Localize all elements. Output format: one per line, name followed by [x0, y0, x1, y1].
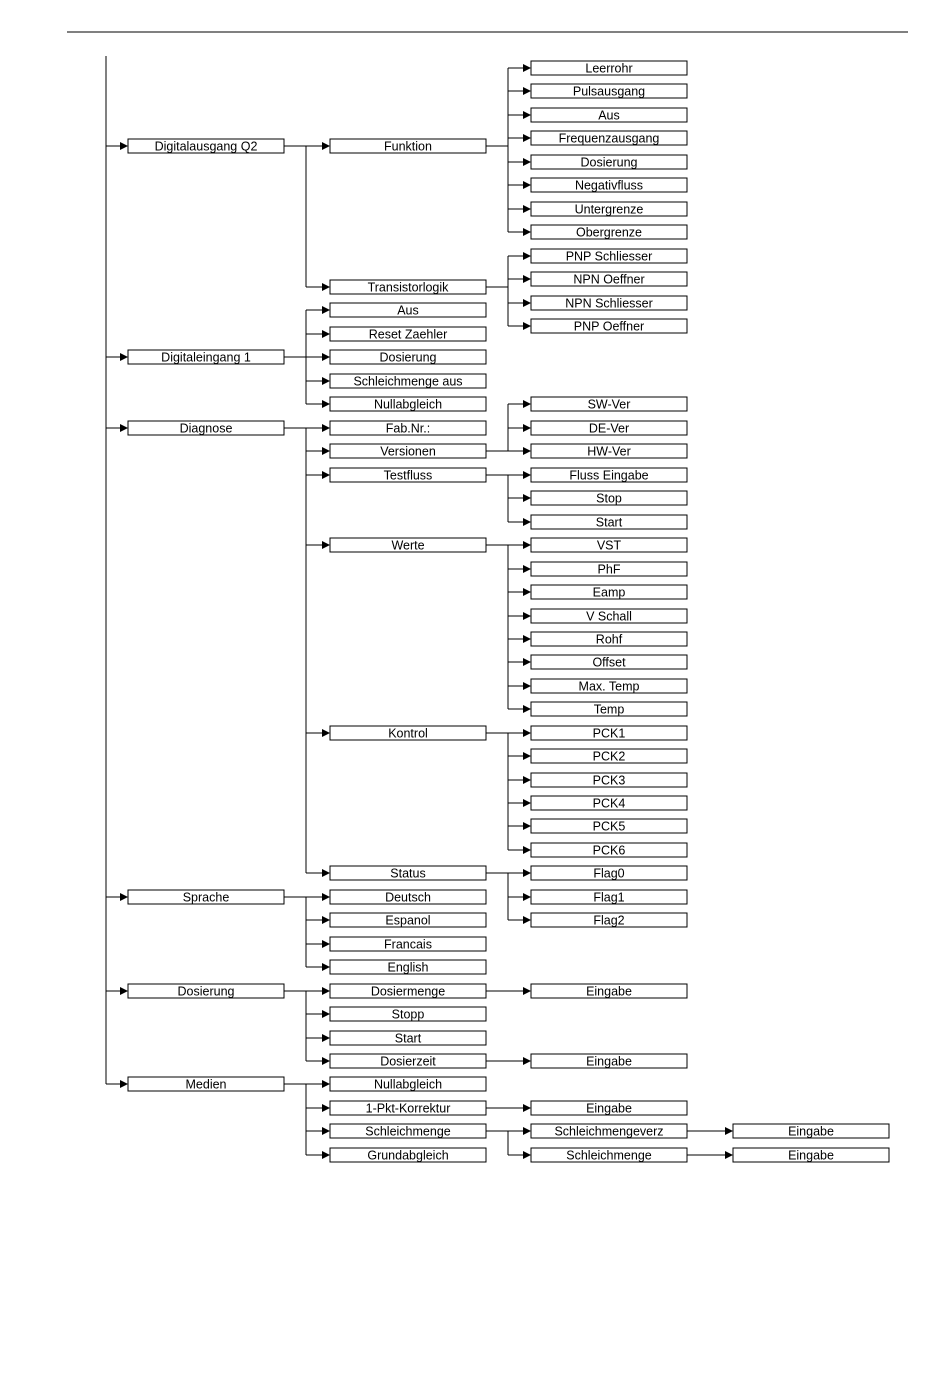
menu-node-label: Nullabgleich: [373, 1077, 443, 1092]
menu-node-label: Medien: [185, 1077, 227, 1092]
menu-node-med: [128, 1077, 284, 1092]
arrow-q2-f-untergrenze: [523, 205, 531, 213]
arrow-diag-w-eamp: [523, 588, 531, 596]
menu-node-q2-transistorlogik: [330, 280, 486, 295]
arrow-de1: [120, 353, 128, 361]
arrow-diag-testfluss: [322, 471, 330, 479]
menu-node-label: HW-Ver: [587, 444, 631, 459]
menu-node-label: Testfluss: [383, 468, 433, 483]
menu-node-label: Dosiermenge: [370, 984, 446, 999]
menu-node-label: Obergrenze: [575, 225, 643, 240]
menu-node-diag-k-pck6: [531, 843, 687, 858]
menu-node-label: Stop: [596, 491, 622, 506]
menu-node-med-s-schleichmengeverz: [531, 1124, 687, 1139]
menu-node-label: PCK2: [592, 749, 626, 764]
menu-node-de1: [128, 350, 284, 365]
menu-node-diag-w-temp: [531, 702, 687, 717]
menu-node-dos-start: [330, 1031, 486, 1046]
arrow-q2-f-pulsausgang: [523, 87, 531, 95]
menu-node-label: Flag0: [593, 866, 625, 881]
menu-node-q2-t-npn-schliesser: [531, 296, 687, 311]
menu-node-q2-f-dosierung: [531, 155, 687, 170]
arrow-sprache-francais: [322, 940, 330, 948]
menu-node-diag-werte: [330, 538, 486, 553]
menu-node-dos-dosierzeit: [330, 1054, 486, 1069]
menu-node-diag-w-rohf: [531, 632, 687, 647]
arrow-diag-kontrol: [322, 729, 330, 737]
menu-node-label: Dosierung: [177, 984, 235, 999]
menu-node-label: Diagnose: [179, 421, 233, 436]
menu-node-label: Schleichmenge: [566, 1148, 652, 1163]
arrow-diag-v-sw: [523, 400, 531, 408]
arrow-dos-dosierzeit: [322, 1057, 330, 1065]
arrow-q2-f-obergrenze: [523, 228, 531, 236]
menu-node-label: Espanol: [385, 913, 431, 928]
arrow-diag-k-pck5: [523, 822, 531, 830]
menu-node-label: Rohf: [595, 632, 623, 647]
menu-node-diag-k-pck1: [531, 726, 687, 741]
menu-node-label: Start: [394, 1031, 422, 1046]
menu-node-label: Status: [390, 866, 426, 881]
menu-node-label: DE-Ver: [588, 421, 630, 436]
menu-node-label: Aus: [397, 303, 419, 318]
arrow-q2: [120, 142, 128, 150]
menu-node-label: Start: [595, 515, 623, 530]
menu-node-med-s-schleichmenge: [531, 1148, 687, 1163]
menu-node-med-s-sm-eingabe: [733, 1148, 889, 1163]
menu-node-label: Flag1: [593, 890, 625, 905]
arrow-diag-t-start: [523, 518, 531, 526]
menu-node-diag-t-fluss-eingabe: [531, 468, 687, 483]
arrow-dos-dm-eingabe: [523, 987, 531, 995]
menu-node-sprache: [128, 890, 284, 905]
menu-node-label: Transistorlogik: [367, 280, 449, 295]
arrow-sprache-deutsch: [322, 893, 330, 901]
arrow-de1-nullabgleich: [322, 400, 330, 408]
menu-node-diag-t-start: [531, 515, 687, 530]
menu-node-dos-dosiermenge: [330, 984, 486, 999]
menu-node-med-schleichmenge: [330, 1124, 486, 1139]
menu-node-dos-dm-eingabe: [531, 984, 687, 999]
arrow-med-1pkt: [322, 1104, 330, 1112]
arrow-diag-k-pck1: [523, 729, 531, 737]
menu-node-label: Eingabe: [788, 1124, 834, 1139]
menu-node-de1-dosierung: [330, 350, 486, 365]
menu-node-label: Stopp: [391, 1007, 425, 1022]
arrow-diag-s-flag0: [523, 869, 531, 877]
menu-node-label: Frequenzausgang: [558, 131, 660, 146]
arrow-dos: [120, 987, 128, 995]
menu-node-de1-reset-zaehler: [330, 327, 486, 342]
menu-node-dos-dz-eingabe: [531, 1054, 687, 1069]
menu-node-label: Aus: [598, 108, 620, 123]
arrow-diag-w-maxtemp: [523, 682, 531, 690]
arrow-diag-w-vst: [523, 541, 531, 549]
menu-node-sprache-deutsch: [330, 890, 486, 905]
arrow-diag-k-pck2: [523, 752, 531, 760]
menu-node-q2-funktion: [330, 139, 486, 154]
menu-node-diag-k-pck4: [531, 796, 687, 811]
menu-node-diag-w-maxtemp: [531, 679, 687, 694]
menu-node-label: Eingabe: [586, 984, 632, 999]
arrow-q2-t-npn-oeffner: [523, 275, 531, 283]
arrow-dos-dz-eingabe: [523, 1057, 531, 1065]
menu-node-label: Digitaleingang 1: [161, 350, 251, 365]
arrow-diag-w-rohf: [523, 635, 531, 643]
arrow-q2-f-dosierung: [523, 158, 531, 166]
menu-node-label: Offset: [592, 655, 626, 670]
menu-node-label: NPN Schliesser: [565, 296, 653, 311]
arrow-med-s-schleichmengeverz: [523, 1127, 531, 1135]
menu-node-label: Digitalausgang Q2: [154, 139, 258, 154]
menu-node-label: Funktion: [384, 139, 432, 154]
arrow-sprache-english: [322, 963, 330, 971]
menu-node-label: Nullabgleich: [373, 397, 443, 412]
arrow-med-grundabgleich: [322, 1151, 330, 1159]
menu-node-sprache-english: [330, 960, 486, 975]
menu-node-diag-kontrol: [330, 726, 486, 741]
menu-node-label: Leerrohr: [585, 61, 633, 76]
menu-node-label: Untergrenze: [574, 202, 644, 217]
menu-node-label: PhF: [597, 562, 621, 577]
arrow-q2-t-npn-schliesser: [523, 299, 531, 307]
menu-node-label: Schleichmenge: [365, 1124, 451, 1139]
menu-node-label: PCK1: [592, 726, 626, 741]
menu-node-label: Eamp: [592, 585, 626, 600]
menu-node-diag-w-phf: [531, 562, 687, 577]
menu-node-label: Reset Zaehler: [368, 327, 448, 342]
arrow-diag-t-fluss-eingabe: [523, 471, 531, 479]
menu-node-label: Max. Temp: [578, 679, 640, 694]
menu-node-diag-k-pck5: [531, 819, 687, 834]
arrow-dos-dosiermenge: [322, 987, 330, 995]
arrow-diag-status: [322, 869, 330, 877]
menu-node-label: VST: [596, 538, 622, 553]
menu-node-label: Eingabe: [788, 1148, 834, 1163]
menu-node-diag-w-vschall: [531, 609, 687, 624]
menu-node-q2: [128, 139, 284, 154]
menu-node-diag-w-offset: [531, 655, 687, 670]
arrow-dos-start: [322, 1034, 330, 1042]
arrow-med-s-sm-eingabe: [725, 1151, 733, 1159]
menu-node-label: Sprache: [182, 890, 230, 905]
menu-node-label: PNP Oeffner: [573, 319, 645, 334]
menu-node-diag-t-stop: [531, 491, 687, 506]
menu-node-label: NPN Oeffner: [573, 272, 645, 287]
menu-node-label: SW-Ver: [587, 397, 631, 412]
menu-node-sprache-francais: [330, 937, 486, 952]
arrow-diag-fabnr: [322, 424, 330, 432]
menu-node-label: Eingabe: [586, 1054, 632, 1069]
menu-node-q2-f-untergrenze: [531, 202, 687, 217]
arrow-diag-v-de: [523, 424, 531, 432]
menu-node-label: English: [387, 960, 429, 975]
menu-node-label: Eingabe: [586, 1101, 632, 1116]
arrow-sprache-espanol: [322, 916, 330, 924]
menu-node-sprache-espanol: [330, 913, 486, 928]
menu-node-diag-w-vst: [531, 538, 687, 553]
arrow-med-1pkt-eingabe: [523, 1104, 531, 1112]
arrow-med-s-schleichmenge: [523, 1151, 531, 1159]
menu-node-q2-t-pnp-schliesser: [531, 249, 687, 264]
arrow-de1-dosierung: [322, 353, 330, 361]
arrow-diag-k-pck3: [523, 776, 531, 784]
menu-node-diag-k-pck2: [531, 749, 687, 764]
menu-node-diag-status: [330, 866, 486, 881]
arrow-q2-transistorlogik: [322, 283, 330, 291]
menu-node-label: PCK6: [592, 843, 626, 858]
menu-node-label: Kontrol: [388, 726, 428, 741]
menu-node-diag-v-hw: [531, 444, 687, 459]
menu-node-dos: [128, 984, 284, 999]
menu-node-label: Fluss Eingabe: [569, 468, 649, 483]
arrow-q2-t-pnp-oeffner: [523, 322, 531, 330]
menu-node-q2-f-frequenzausgang: [531, 131, 687, 146]
menu-node-med-grundabgleich: [330, 1148, 486, 1163]
menu-node-label: Schleichmengeverz: [554, 1124, 664, 1139]
menu-node-q2-f-negativfluss: [531, 178, 687, 193]
arrow-diag-w-offset: [523, 658, 531, 666]
arrow-diag-k-pck4: [523, 799, 531, 807]
menu-node-dos-stopp: [330, 1007, 486, 1022]
menu-node-label: PCK5: [592, 819, 626, 834]
menu-node-label: Fab.Nr.:: [385, 421, 431, 436]
arrow-diag-s-flag1: [523, 893, 531, 901]
menu-node-label: Pulsausgang: [572, 84, 646, 99]
menu-node-de1-aus: [330, 303, 486, 318]
menu-node-label: PCK4: [592, 796, 626, 811]
menu-node-med-s-smv-eingabe: [733, 1124, 889, 1139]
menu-node-label: V Schall: [586, 609, 632, 624]
menu-node-label: Dosierung: [580, 155, 638, 170]
arrow-q2-t-pnp-schliesser: [523, 252, 531, 260]
arrow-diag-v-hw: [523, 447, 531, 455]
menu-node-de1-nullabgleich: [330, 397, 486, 412]
menu-node-diag-s-flag2: [531, 913, 687, 928]
menu-node-label: Flag2: [593, 913, 625, 928]
menu-node-label: Negativfluss: [574, 178, 644, 193]
arrow-q2-funktion: [322, 142, 330, 150]
menu-node-diag-w-eamp: [531, 585, 687, 600]
arrow-dos-stopp: [322, 1010, 330, 1018]
arrow-de1-schleichmenge-aus: [322, 377, 330, 385]
menu-node-de1-schleichmenge-aus: [330, 374, 486, 389]
menu-node-label: Dosierzeit: [380, 1054, 436, 1069]
arrow-diag-t-stop: [523, 494, 531, 502]
menu-node-label: Temp: [593, 702, 625, 717]
menu-node-q2-f-aus: [531, 108, 687, 123]
arrow-diag: [120, 424, 128, 432]
menu-node-diag-testfluss: [330, 468, 486, 483]
menu-node-q2-f-obergrenze: [531, 225, 687, 240]
menu-node-q2-t-npn-oeffner: [531, 272, 687, 287]
arrow-de1-aus: [322, 306, 330, 314]
arrow-q2-f-leerrohr: [523, 64, 531, 72]
arrow-med-nullabgleich: [322, 1080, 330, 1088]
menu-node-label: PNP Schliesser: [565, 249, 653, 264]
arrow-de1-reset-zaehler: [322, 330, 330, 338]
arrow-diag-s-flag2: [523, 916, 531, 924]
menu-node-med-nullabgleich: [330, 1077, 486, 1092]
arrow-diag-w-phf: [523, 565, 531, 573]
menu-node-med-1pkt-eingabe: [531, 1101, 687, 1116]
menu-node-label: Werte: [391, 538, 425, 553]
menu-node-label: Dosierung: [379, 350, 437, 365]
arrow-diag-w-vschall: [523, 612, 531, 620]
menu-node-diag-s-flag1: [531, 890, 687, 905]
menu-node-label: Grundabgleich: [367, 1148, 449, 1163]
menu-node-diag-v-sw: [531, 397, 687, 412]
arrow-sprache: [120, 893, 128, 901]
arrow-diag-k-pck6: [523, 846, 531, 854]
menu-node-diag-s-flag0: [531, 866, 687, 881]
menu-node-diag-k-pck3: [531, 773, 687, 788]
arrow-med-s-smv-eingabe: [725, 1127, 733, 1135]
menu-node-label: Versionen: [380, 444, 436, 459]
arrow-q2-f-aus: [523, 111, 531, 119]
arrow-q2-f-frequenzausgang: [523, 134, 531, 142]
arrow-diag-w-temp: [523, 705, 531, 713]
arrow-diag-werte: [322, 541, 330, 549]
menu-node-label: Schleichmenge aus: [353, 374, 463, 389]
menu-node-diag-fabnr: [330, 421, 486, 436]
arrow-diag-versionen: [322, 447, 330, 455]
menu-node-diag: [128, 421, 284, 436]
menu-node-diag-v-de: [531, 421, 687, 436]
arrow-med: [120, 1080, 128, 1088]
arrow-q2-f-negativfluss: [523, 181, 531, 189]
arrow-med-schleichmenge: [322, 1127, 330, 1135]
menu-node-q2-t-pnp-oeffner: [531, 319, 687, 334]
menu-node-label: Deutsch: [385, 890, 431, 905]
menu-node-label: Francais: [384, 937, 432, 952]
menu-node-label: PCK3: [592, 773, 626, 788]
menu-node-med-1pkt: [330, 1101, 486, 1116]
menu-node-q2-f-pulsausgang: [531, 84, 687, 99]
menu-node-q2-f-leerrohr: [531, 61, 687, 76]
menu-node-diag-versionen: [330, 444, 486, 459]
menu-node-label: 1-Pkt-Korrektur: [365, 1101, 451, 1116]
